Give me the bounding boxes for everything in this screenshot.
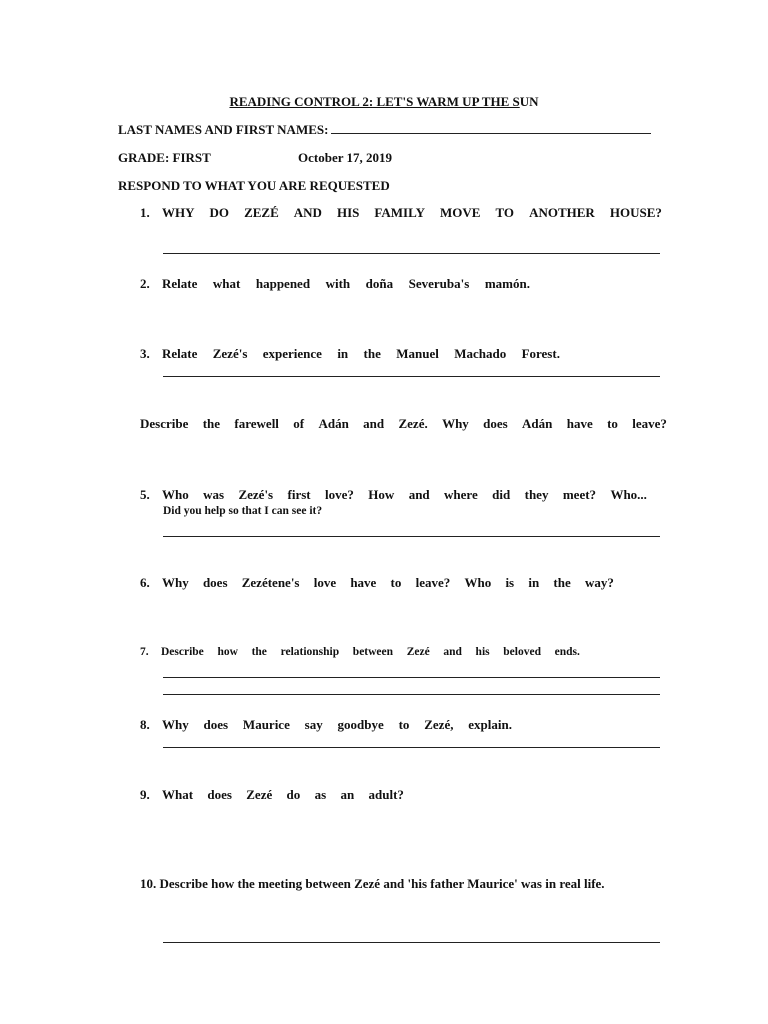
question-word: Forest. xyxy=(521,346,560,361)
grade-label: GRADE: FIRST xyxy=(118,150,211,165)
question-word: ZEZÉ xyxy=(244,205,279,220)
question-word: Adán xyxy=(522,416,553,431)
question-number: 8. xyxy=(140,717,150,732)
question-word: Zezé xyxy=(406,646,430,658)
question-text xyxy=(161,646,580,658)
question-text xyxy=(162,346,560,362)
answer-line-10[interactable] xyxy=(163,942,660,943)
question-word: of xyxy=(293,416,305,431)
question-word: how xyxy=(217,646,238,658)
question-word: Who xyxy=(162,487,189,502)
question-word: Zezé, xyxy=(424,717,454,732)
question-word: What xyxy=(162,787,194,802)
question-word: Why xyxy=(442,416,469,431)
question-word: and xyxy=(408,487,430,502)
question-word: leave? xyxy=(632,416,667,431)
question-word: the xyxy=(363,346,381,361)
question-word: does xyxy=(207,787,232,802)
question-word: Relate xyxy=(162,346,198,361)
question-word: TO xyxy=(495,205,515,220)
question-word: with xyxy=(325,276,351,291)
question-word: Describe xyxy=(161,646,204,658)
question-word: have xyxy=(350,575,377,590)
question-text xyxy=(162,487,647,503)
question-word: DO xyxy=(209,205,230,220)
question-word: Zezétene's xyxy=(241,575,300,590)
question-word: where xyxy=(444,487,478,502)
question-text xyxy=(140,416,667,432)
title-underlined: READING CONTROL 2: LET'S WARM UP THE S xyxy=(229,94,520,109)
question-word: MOVE xyxy=(440,205,481,220)
question-word: experience xyxy=(262,346,322,361)
answer-line-1[interactable] xyxy=(163,253,660,254)
question-word: Manuel xyxy=(396,346,439,361)
question-word: love xyxy=(313,575,337,590)
question-word: they xyxy=(524,487,549,502)
question-word: do xyxy=(286,787,301,802)
question-text xyxy=(162,787,404,803)
question-word: say xyxy=(304,717,323,732)
question-number: 6. xyxy=(140,575,150,590)
question-word: to xyxy=(398,717,410,732)
answer-line-5[interactable] xyxy=(163,536,660,537)
question-number: 2. xyxy=(140,276,150,291)
page-title xyxy=(0,94,768,110)
question-number: 3. xyxy=(140,346,150,361)
question-word: his xyxy=(475,646,490,658)
question-word: mamón. xyxy=(484,276,530,291)
question-word: ends. xyxy=(554,646,580,658)
question-word: Describe xyxy=(140,416,189,431)
question-word: leave? xyxy=(415,575,451,590)
answer-line-8[interactable] xyxy=(163,747,660,748)
question-6 xyxy=(140,575,614,591)
question-word: between xyxy=(352,646,394,658)
question-word: Adán xyxy=(318,416,349,431)
question-word: does xyxy=(483,416,508,431)
question-word: did xyxy=(492,487,511,502)
title-rest: UN xyxy=(519,94,539,109)
question-10 xyxy=(140,876,605,892)
question-word: what xyxy=(212,276,241,291)
question-word: How xyxy=(368,487,395,502)
question-word: Severuba's xyxy=(408,276,470,291)
question-2 xyxy=(140,276,530,292)
question-word: HIS xyxy=(336,205,360,220)
question-word: Maurice xyxy=(242,717,290,732)
question-word: Who xyxy=(464,575,492,590)
question-text xyxy=(162,575,614,591)
question-word: AND xyxy=(293,205,322,220)
question-word: Zezé xyxy=(246,787,273,802)
question-word: does xyxy=(203,717,229,732)
question-number: 7. xyxy=(140,646,149,658)
question-8 xyxy=(140,717,512,733)
question-word: HOUSE? xyxy=(609,205,662,220)
question-word: Who... xyxy=(610,487,647,502)
question-word: to xyxy=(390,575,402,590)
question-word: in xyxy=(528,575,540,590)
question-text xyxy=(162,717,512,733)
question-word: love? xyxy=(325,487,354,502)
question-word: ANOTHER xyxy=(529,205,595,220)
question-word: goodbye xyxy=(337,717,384,732)
question-word: as xyxy=(314,787,327,802)
question-word: adult? xyxy=(368,787,404,802)
names-answer-line[interactable] xyxy=(331,123,651,134)
question-number: 9. xyxy=(140,787,150,802)
question-word: the xyxy=(553,575,571,590)
question-5-subtext: Did you help so that I can see it? xyxy=(163,505,323,517)
question-word: doña xyxy=(365,276,394,291)
question-word: an xyxy=(340,787,355,802)
question-word: and xyxy=(363,416,385,431)
question-number: 5. xyxy=(140,487,150,502)
question-word: first xyxy=(287,487,311,502)
question-word: have xyxy=(566,416,593,431)
question-word: beloved xyxy=(503,646,541,658)
question-word: Zezé's xyxy=(212,346,248,361)
date-label: October 17, 2019 xyxy=(298,150,392,165)
question-word: Zezé. xyxy=(398,416,428,431)
question-word: and xyxy=(443,646,462,658)
question-word: the xyxy=(251,646,267,658)
question-word: was xyxy=(203,487,225,502)
question-word: does xyxy=(202,575,228,590)
question-word: in xyxy=(337,346,349,361)
question-text: Describe how the meeting between Zezé and 'his father Maurice' was in real life. xyxy=(159,876,605,891)
question-number: 10. xyxy=(140,876,157,891)
question-7 xyxy=(140,646,580,658)
question-text xyxy=(162,205,662,221)
question-3 xyxy=(140,346,560,362)
question-word: Why xyxy=(162,575,189,590)
question-word: Why xyxy=(162,717,189,732)
question-word: relationship xyxy=(280,646,340,658)
question-word: explain. xyxy=(468,717,512,732)
answer-line-7a[interactable] xyxy=(163,677,660,678)
question-9 xyxy=(140,787,404,803)
question-word: WHY xyxy=(162,205,195,220)
question-word: Relate xyxy=(162,276,198,291)
answer-line-3[interactable] xyxy=(163,376,660,377)
answer-line-7b[interactable] xyxy=(163,694,660,695)
question-word: is xyxy=(505,575,515,590)
question-1 xyxy=(140,205,662,221)
question-word: meet? xyxy=(562,487,597,502)
names-row xyxy=(118,122,651,138)
question-word: happened xyxy=(255,276,311,291)
names-label: LAST NAMES AND FIRST NAMES: xyxy=(118,122,329,137)
question-5 xyxy=(140,487,647,503)
question-word: Machado xyxy=(454,346,507,361)
question-word: Zezé's xyxy=(238,487,274,502)
question-text xyxy=(162,276,530,292)
question-4 xyxy=(140,416,667,432)
question-word: farewell xyxy=(234,416,279,431)
question-word: the xyxy=(202,416,221,431)
question-word: way? xyxy=(584,575,614,590)
instructions-label: RESPOND TO WHAT YOU ARE REQUESTED xyxy=(118,178,390,193)
question-word: FAMILY xyxy=(374,205,425,220)
question-word: to xyxy=(607,416,618,431)
question-number: 1. xyxy=(140,205,150,220)
